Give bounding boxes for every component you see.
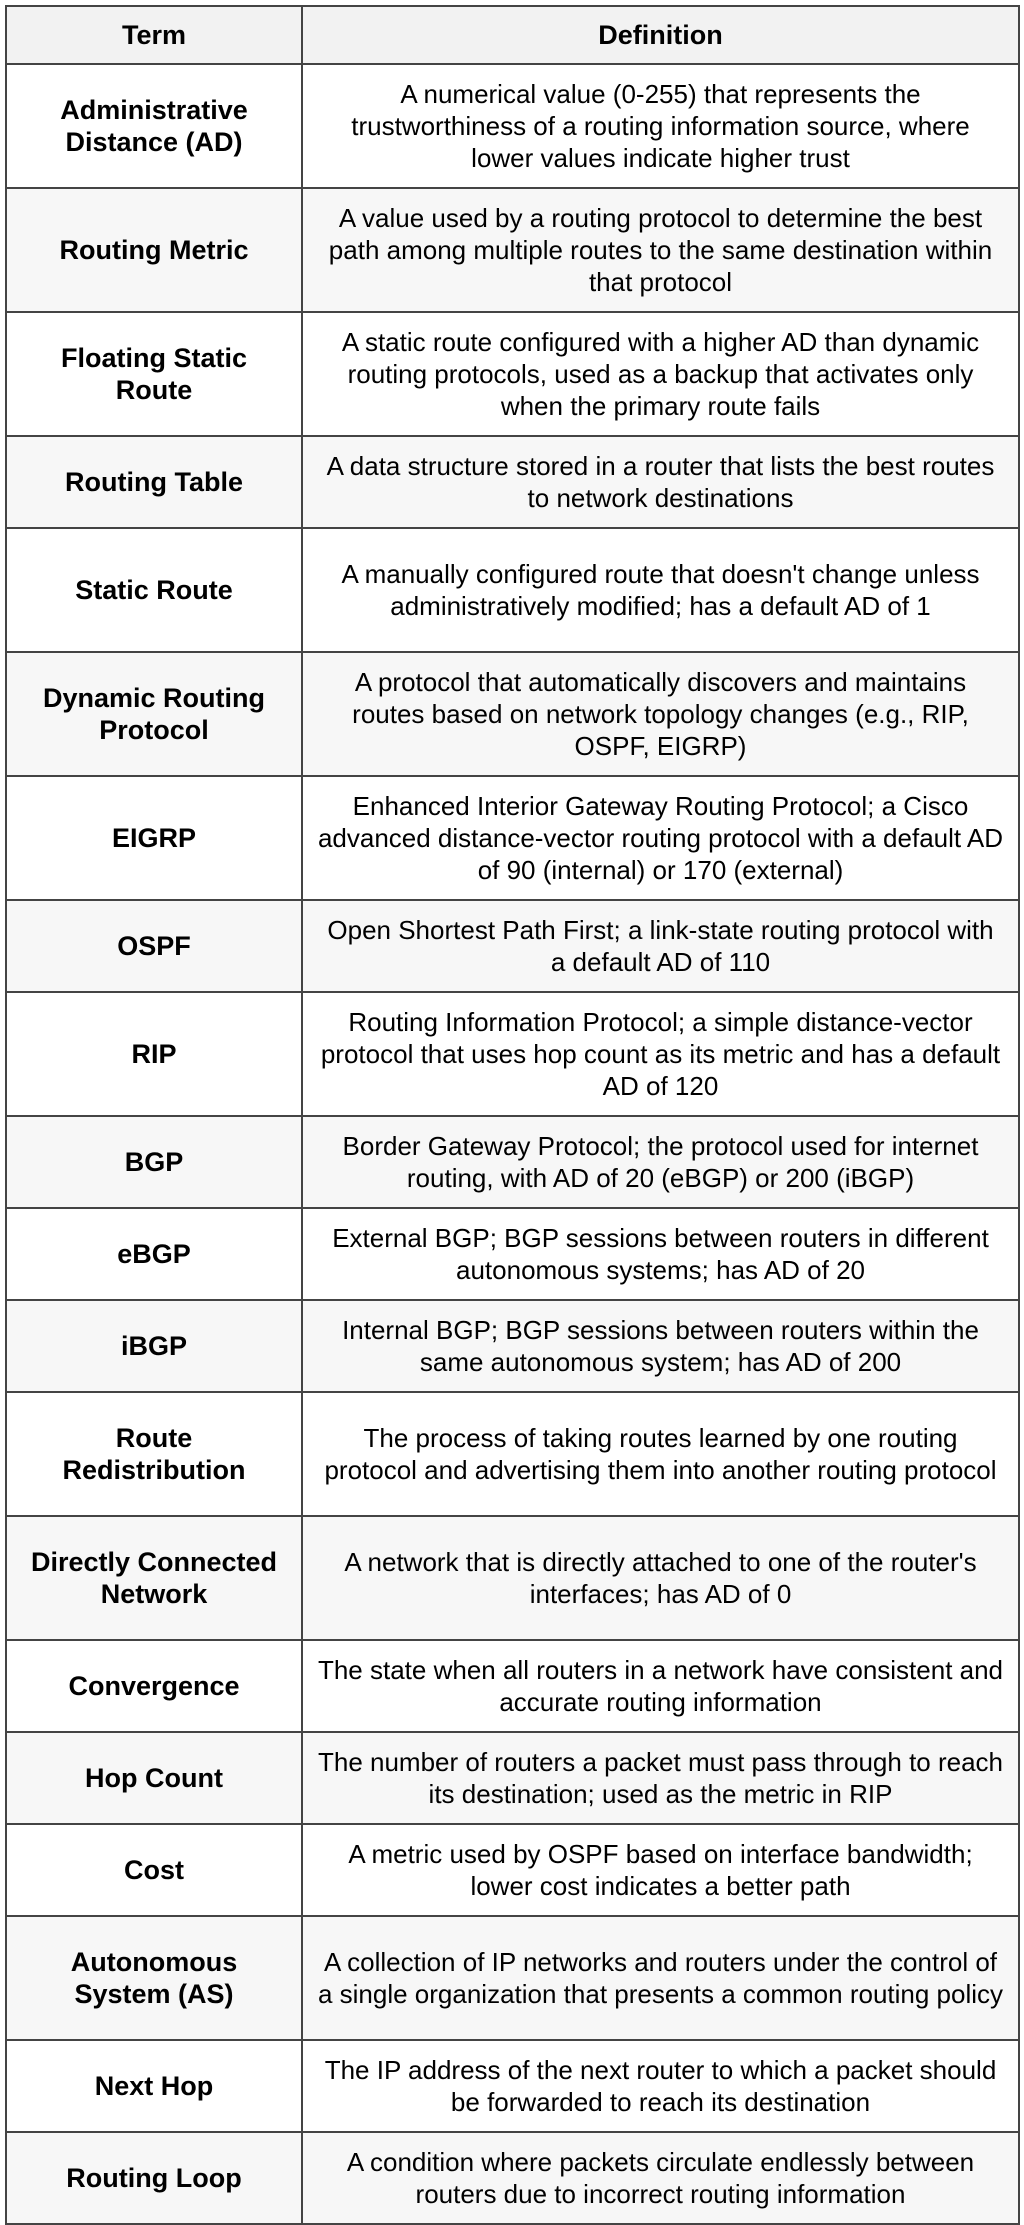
table-row bbox=[6, 188, 1019, 312]
table-row bbox=[6, 1516, 1019, 1640]
definition-cell: A manually configured route that doesn't change unless administratively modified; has a default AD of 1 bbox=[302, 528, 1019, 652]
definition-cell: Internal BGP; BGP sessions between routers within the same autonomous system; has AD of 200 bbox=[302, 1300, 1019, 1392]
table-row bbox=[6, 436, 1019, 528]
term-column-header: Term bbox=[6, 6, 302, 64]
term-cell: OSPF bbox=[6, 900, 302, 992]
term-cell: Administrative Distance (AD) bbox=[6, 64, 302, 188]
term-cell: BGP bbox=[6, 1116, 302, 1208]
definition-cell: A static route configured with a higher AD than dynamic routing protocols, used as a backup that activates only when the primary route fails bbox=[302, 312, 1019, 436]
table-row bbox=[6, 1208, 1019, 1300]
term-cell: RIP bbox=[6, 992, 302, 1116]
table-row bbox=[6, 64, 1019, 188]
definition-cell: A numerical value (0-255) that represents the trustworthiness of a routing information source, where lower values indicate higher trust bbox=[302, 64, 1019, 188]
table-row bbox=[6, 528, 1019, 652]
term-cell: Floating Static Route bbox=[6, 312, 302, 436]
table-row bbox=[6, 1392, 1019, 1516]
definition-cell: A protocol that automatically discovers and maintains routes based on network topology changes (e.g., RIP, OSPF, EIGRP) bbox=[302, 652, 1019, 776]
definition-cell: Open Shortest Path First; a link-state routing protocol with a default AD of 110 bbox=[302, 900, 1019, 992]
definition-cell: The process of taking routes learned by one routing protocol and advertising them into another routing protocol bbox=[302, 1392, 1019, 1516]
table-row bbox=[6, 1116, 1019, 1208]
table-row bbox=[6, 1916, 1019, 2040]
term-cell: Routing Metric bbox=[6, 188, 302, 312]
definition-cell: The number of routers a packet must pass through to reach its destination; used as the metric in RIP bbox=[302, 1732, 1019, 1824]
table-row bbox=[6, 2132, 1019, 2224]
glossary-table bbox=[5, 5, 1020, 2225]
definition-cell: The state when all routers in a network have consistent and accurate routing information bbox=[302, 1640, 1019, 1732]
term-cell: eBGP bbox=[6, 1208, 302, 1300]
definition-cell: A network that is directly attached to one of the router's interfaces; has AD of 0 bbox=[302, 1516, 1019, 1640]
definition-cell: Routing Information Protocol; a simple distance-vector protocol that uses hop count as its metric and has a default AD of 120 bbox=[302, 992, 1019, 1116]
table-row bbox=[6, 992, 1019, 1116]
definition-cell: Enhanced Interior Gateway Routing Protocol; a Cisco advanced distance-vector routing protocol with a default AD of 90 (internal) or 170 (external) bbox=[302, 776, 1019, 900]
term-cell: Hop Count bbox=[6, 1732, 302, 1824]
table-row bbox=[6, 1640, 1019, 1732]
term-cell: Routing Loop bbox=[6, 2132, 302, 2224]
term-cell: Static Route bbox=[6, 528, 302, 652]
definition-cell: The IP address of the next router to which a packet should be forwarded to reach its destination bbox=[302, 2040, 1019, 2132]
definition-cell: A metric used by OSPF based on interface bandwidth; lower cost indicates a better path bbox=[302, 1824, 1019, 1916]
table-row bbox=[6, 312, 1019, 436]
table-row bbox=[6, 900, 1019, 992]
definition-cell: A value used by a routing protocol to determine the best path among multiple routes to the same destination within that protocol bbox=[302, 188, 1019, 312]
definition-cell: Border Gateway Protocol; the protocol used for internet routing, with AD of 20 (eBGP) or 200 (iBGP) bbox=[302, 1116, 1019, 1208]
table-row bbox=[6, 652, 1019, 776]
term-cell: Cost bbox=[6, 1824, 302, 1916]
term-cell: Directly Connected Network bbox=[6, 1516, 302, 1640]
term-cell: Routing Table bbox=[6, 436, 302, 528]
table-row bbox=[6, 2040, 1019, 2132]
definition-cell: External BGP; BGP sessions between routers in different autonomous systems; has AD of 20 bbox=[302, 1208, 1019, 1300]
table-row bbox=[6, 776, 1019, 900]
term-cell: Convergence bbox=[6, 1640, 302, 1732]
definition-cell: A condition where packets circulate endlessly between routers due to incorrect routing information bbox=[302, 2132, 1019, 2224]
definition-column-header: Definition bbox=[302, 6, 1019, 64]
term-cell: Next Hop bbox=[6, 2040, 302, 2132]
term-cell: iBGP bbox=[6, 1300, 302, 1392]
table-row bbox=[6, 1300, 1019, 1392]
term-cell: EIGRP bbox=[6, 776, 302, 900]
term-cell: Dynamic Routing Protocol bbox=[6, 652, 302, 776]
term-cell: Autonomous System (AS) bbox=[6, 1916, 302, 2040]
table-row bbox=[6, 1732, 1019, 1824]
definition-cell: A data structure stored in a router that lists the best routes to network destinations bbox=[302, 436, 1019, 528]
term-cell: Route Redistribution bbox=[6, 1392, 302, 1516]
definition-cell: A collection of IP networks and routers under the control of a single organization that presents a common routing policy bbox=[302, 1916, 1019, 2040]
glossary-table-container bbox=[5, 5, 1018, 2225]
table-header-row bbox=[6, 6, 1019, 64]
table-row bbox=[6, 1824, 1019, 1916]
